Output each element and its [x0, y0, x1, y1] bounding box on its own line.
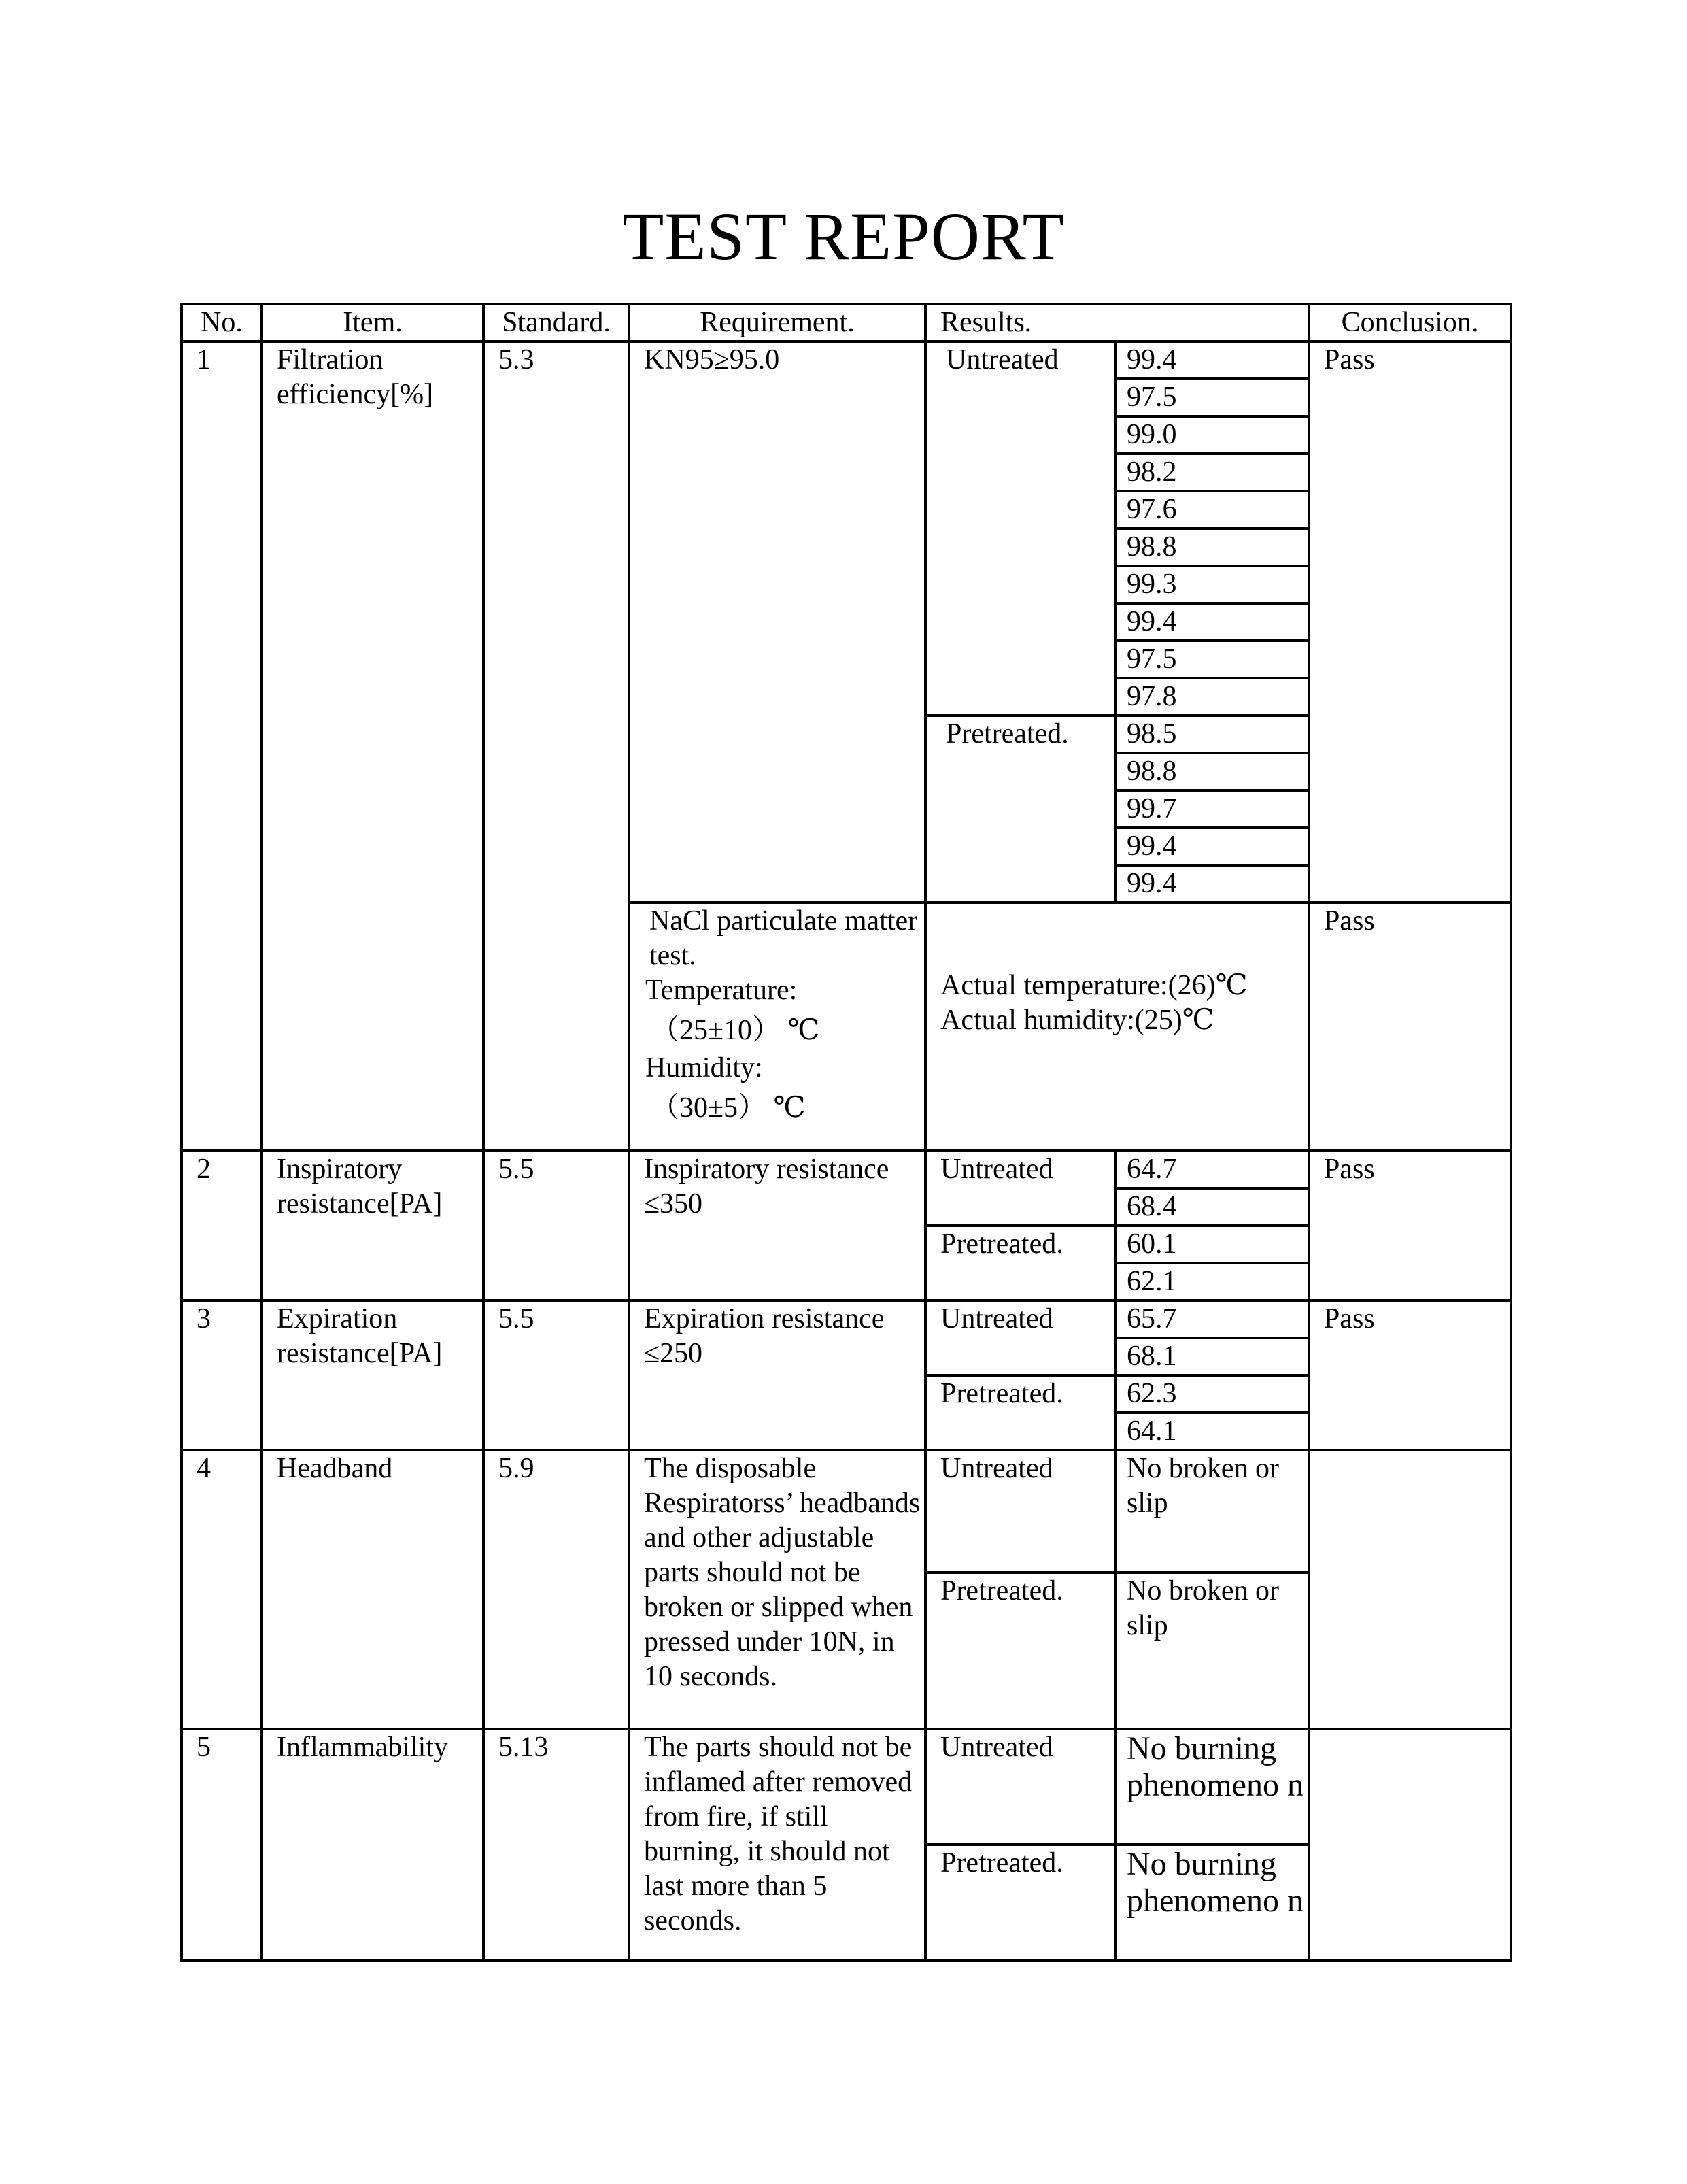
result-value: 99.4	[1116, 828, 1309, 865]
table-row	[182, 1300, 1511, 1338]
result-value: 98.2	[1116, 454, 1309, 491]
row4-pretreated-result: No broken or slip	[1116, 1573, 1309, 1729]
header-requirement: Requirement.	[629, 304, 925, 341]
row3-standard: 5.5	[483, 1300, 629, 1450]
header-results: Results.	[925, 304, 1309, 341]
result-value: 97.8	[1116, 678, 1309, 716]
row5-pretreated-label: Pretreated.	[925, 1845, 1116, 1960]
row1-pretreated-label: Pretreated.	[925, 716, 1116, 903]
test-report-table	[180, 303, 1512, 1962]
row3-requirement: Expiration resistance ≤250	[629, 1300, 925, 1450]
result-value: 99.4	[1116, 865, 1309, 903]
row2-pretreated-label: Pretreated.	[925, 1226, 1116, 1300]
row3-untreated-label: Untreated	[925, 1300, 1116, 1375]
result-value: 65.7	[1116, 1300, 1309, 1338]
table-row	[182, 1729, 1511, 1845]
result-value: 68.1	[1116, 1338, 1309, 1375]
env-humidity-label: Humidity:	[645, 1052, 763, 1083]
row2-untreated-label: Untreated	[925, 1151, 1116, 1226]
header-no: No.	[182, 304, 262, 341]
row1-env-results	[925, 903, 1309, 1151]
row2-item: Inspiratory resistance[PA]	[262, 1151, 483, 1300]
row1-no: 1	[182, 341, 262, 1151]
env-temperature-label: Temperature:	[645, 975, 798, 1006]
row5-untreated-label: Untreated	[925, 1729, 1116, 1845]
row4-conclusion	[1309, 1450, 1511, 1729]
row1-env-requirement	[629, 903, 925, 1151]
row1-untreated-label: Untreated	[925, 341, 1116, 716]
row4-item: Headband	[262, 1450, 483, 1729]
env-temperature-range: （25±10） ℃	[651, 1015, 820, 1046]
row1-standard: 5.3	[483, 341, 629, 1151]
result-value: 98.8	[1116, 528, 1309, 566]
result-value: 62.1	[1116, 1263, 1309, 1300]
row5-pretreated-result: No burning phenomeno n	[1116, 1845, 1309, 1960]
row3-pretreated-label: Pretreated.	[925, 1375, 1116, 1450]
row5-standard: 5.13	[483, 1729, 629, 1960]
env-test-name: NaCl particulate matter test.	[649, 905, 918, 971]
row4-no: 4	[182, 1450, 262, 1729]
row5-conclusion	[1309, 1729, 1511, 1960]
result-value: 62.3	[1116, 1375, 1309, 1413]
row1-env-conclusion: Pass	[1309, 903, 1511, 1151]
result-value: 99.4	[1116, 341, 1309, 379]
header-conclusion: Conclusion.	[1309, 304, 1511, 341]
actual-humidity: Actual humidity:(25)℃	[940, 1004, 1214, 1036]
row4-standard: 5.9	[483, 1450, 629, 1729]
table-row	[182, 341, 1511, 379]
table-row	[182, 1151, 1511, 1188]
header-standard: Standard.	[483, 304, 629, 341]
row2-conclusion: Pass	[1309, 1151, 1511, 1300]
result-value: 99.0	[1116, 416, 1309, 454]
row3-conclusion: Pass	[1309, 1300, 1511, 1450]
header-row	[182, 304, 1511, 341]
row2-requirement: Inspiratory resistance ≤350	[629, 1151, 925, 1300]
row4-untreated-result: No broken or slip	[1116, 1450, 1309, 1573]
report-title: TEST REPORT	[622, 199, 1065, 274]
result-value: 98.8	[1116, 753, 1309, 790]
table-row	[182, 1450, 1511, 1573]
result-value: 97.5	[1116, 641, 1309, 678]
env-humidity-range: （30±5） ℃	[651, 1092, 806, 1124]
row5-untreated-result: No burning phenomeno n	[1116, 1729, 1309, 1845]
row5-item: Inflammability	[262, 1729, 483, 1960]
result-value: 99.4	[1116, 603, 1309, 641]
row4-pretreated-label: Pretreated.	[925, 1573, 1116, 1729]
result-value: 99.7	[1116, 790, 1309, 828]
result-value: 98.5	[1116, 716, 1309, 753]
row5-no: 5	[182, 1729, 262, 1960]
result-value: 99.3	[1116, 566, 1309, 603]
row2-standard: 5.5	[483, 1151, 629, 1300]
result-value: 97.6	[1116, 491, 1309, 528]
row1-requirement: KN95≥95.0	[629, 341, 925, 903]
row5-requirement: The parts should not be inflamed after removed from fire, if still burning, it should not last more than 5 seconds.	[629, 1729, 925, 1960]
row3-item: Expiration resistance[PA]	[262, 1300, 483, 1450]
row3-no: 3	[182, 1300, 262, 1450]
result-value: 60.1	[1116, 1226, 1309, 1263]
row2-no: 2	[182, 1151, 262, 1300]
result-value: 68.4	[1116, 1188, 1309, 1226]
result-value: 97.5	[1116, 379, 1309, 416]
result-value: 64.7	[1116, 1151, 1309, 1188]
row1-item: Filtration efficiency[%]	[262, 341, 483, 1151]
actual-temperature: Actual temperature:(26)℃	[940, 969, 1248, 1001]
result-value: 64.1	[1116, 1413, 1309, 1450]
row1-conclusion: Pass	[1309, 341, 1511, 903]
row4-untreated-label: Untreated	[925, 1450, 1116, 1573]
header-item: Item.	[262, 304, 483, 341]
row4-requirement: The disposable Respiratorss’ headbands and other adjustable parts should not be broken or slipped when pressed under 10N, in 10 seconds.	[629, 1450, 925, 1729]
